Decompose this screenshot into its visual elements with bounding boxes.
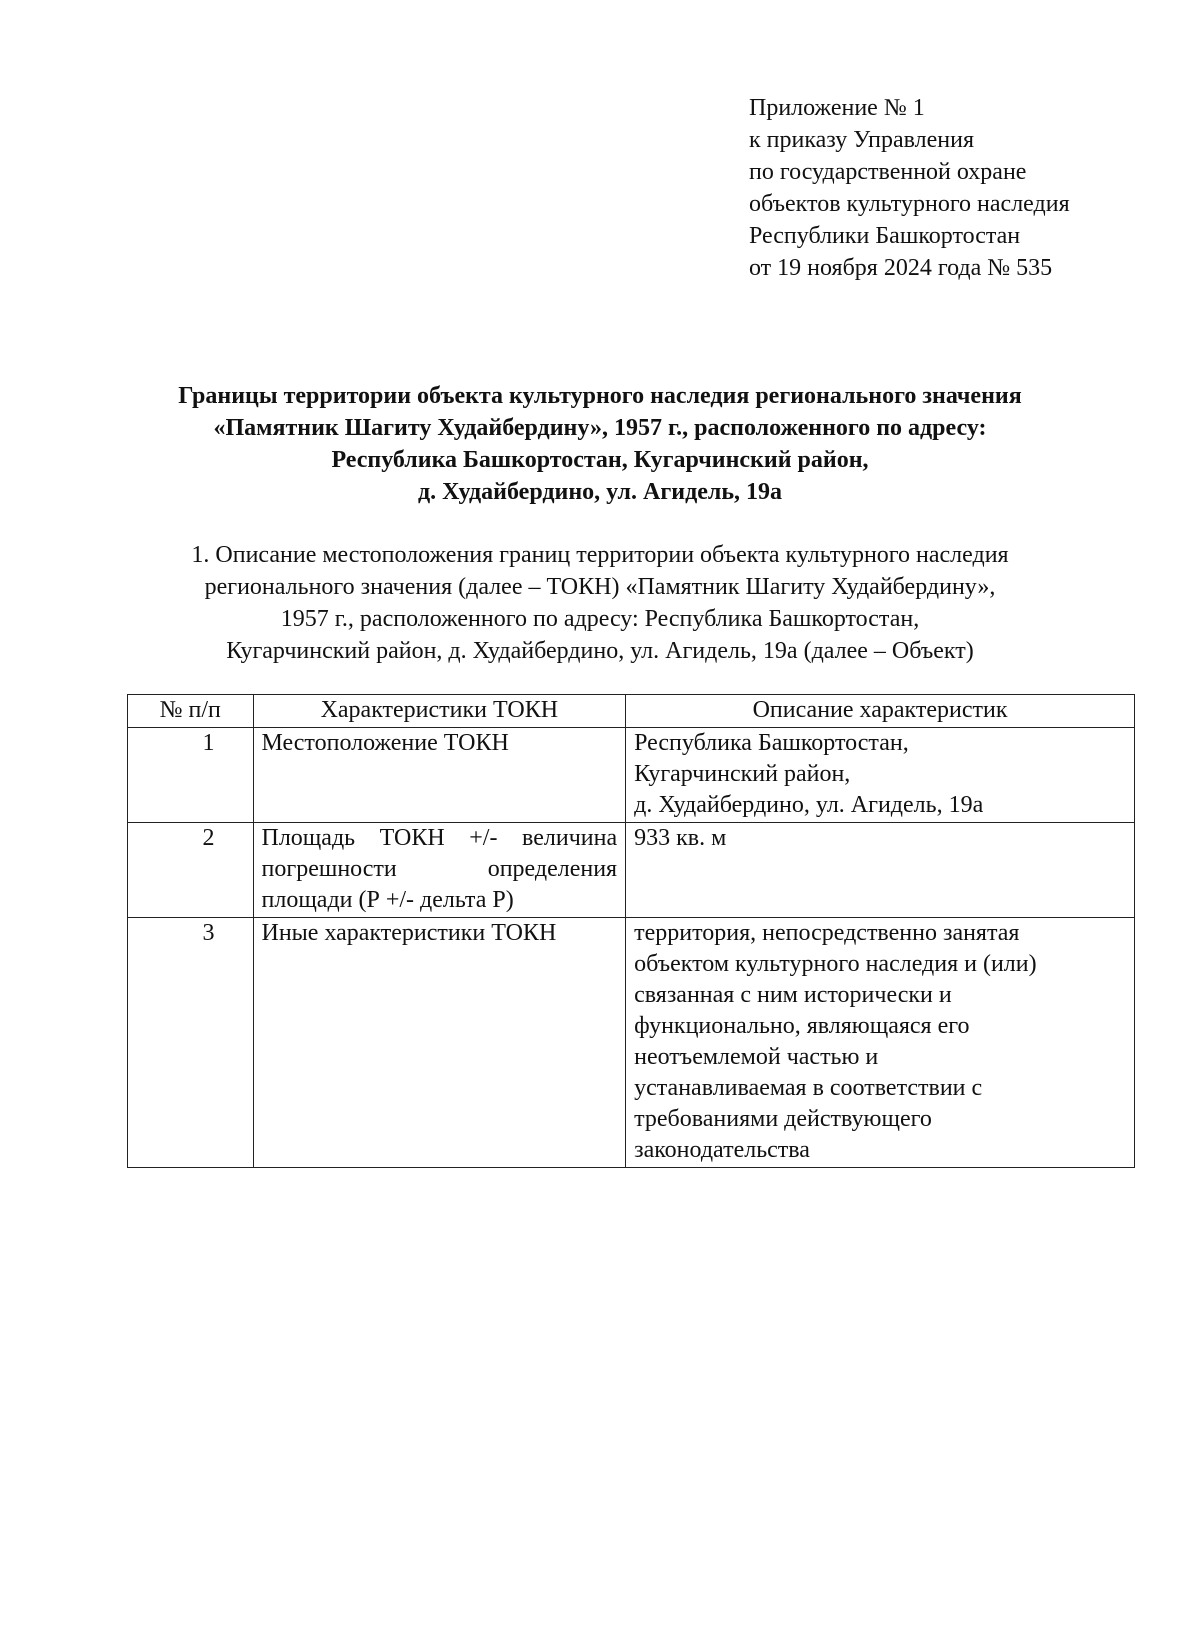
row-number: 2 — [128, 823, 254, 918]
title-line: д. Худайбердино, ул. Агидель, 19а — [417, 479, 783, 505]
description-text-line: требованиями действующего — [634, 1106, 932, 1132]
description-text-line: д. Худайбердино, ул. Агидель, 19а — [634, 792, 984, 818]
appendix-line: объектов культурного наследия — [749, 191, 1070, 217]
appendix-line: Приложение № 1 — [749, 95, 925, 121]
row-characteristic: Иные характеристики ТОКН — [253, 918, 626, 1168]
header-characteristic: Характеристики ТОКН — [253, 695, 626, 728]
description-text-line: неотъемлемой частью и — [634, 1044, 879, 1070]
description-line: регионального значения (далее – ТОКН) «Памятник Шагиту Худайбердину», — [204, 574, 996, 600]
description-text-line: функционально, являющаяся его — [634, 1013, 970, 1039]
row-description — [626, 823, 1135, 918]
row-description — [626, 918, 1135, 1168]
appendix-header — [749, 92, 1070, 284]
row-number: 3 — [128, 918, 254, 1168]
table-row — [128, 918, 1135, 1168]
characteristics-table — [127, 694, 1135, 1168]
appendix-line: Республики Башкортостан — [749, 223, 1021, 249]
row-number: 1 — [128, 728, 254, 823]
table-row — [128, 823, 1135, 918]
description-text-line: 933 кв. м — [634, 825, 727, 851]
header-description: Описание характеристик — [626, 695, 1135, 728]
table-row — [128, 728, 1135, 823]
description-text-line: Кугарчинский район, — [634, 761, 851, 787]
description-text-line: объектом культурного наследия и (или) — [634, 951, 1037, 977]
header-number: № п/п — [128, 695, 254, 728]
table-header-row — [128, 695, 1135, 728]
row-characteristic: Площадь ТОКН +/- величина погрешности определения площади (Р +/- дельта Р) — [253, 823, 626, 918]
title-line: Границы территории объекта культурного наследия регионального значения — [178, 383, 1022, 409]
title-line: «Памятник Шагиту Худайбердину», 1957 г., расположенного по адресу: — [213, 415, 987, 441]
section-description — [100, 539, 1100, 667]
description-text-line: устанавливаемая в соответствии с — [634, 1075, 983, 1101]
row-description — [626, 728, 1135, 823]
description-line: Кугарчинский район, д. Худайбердино, ул. Агидель, 19а (далее – Объект) — [226, 638, 974, 664]
description-line: 1. Описание местоположения границ территории объекта культурного наследия — [191, 542, 1009, 568]
appendix-line: от 19 ноября 2024 года № 535 — [749, 255, 1053, 281]
appendix-line: по государственной охране — [749, 159, 1027, 185]
appendix-line: к приказу Управления — [749, 127, 975, 153]
description-text-line: территория, непосредственно занятая — [634, 920, 1020, 946]
description-text-line: связанная с ним исторически и — [634, 982, 952, 1008]
description-text-line: Республика Башкортостан, — [634, 730, 909, 756]
title-line: Республика Башкортостан, Кугарчинский район, — [331, 447, 869, 473]
row-characteristic: Местоположение ТОКН — [253, 728, 626, 823]
description-text-line: законодательства — [634, 1137, 810, 1163]
description-line: 1957 г., расположенного по адресу: Республика Башкортостан, — [280, 606, 920, 632]
document-title — [100, 380, 1100, 508]
